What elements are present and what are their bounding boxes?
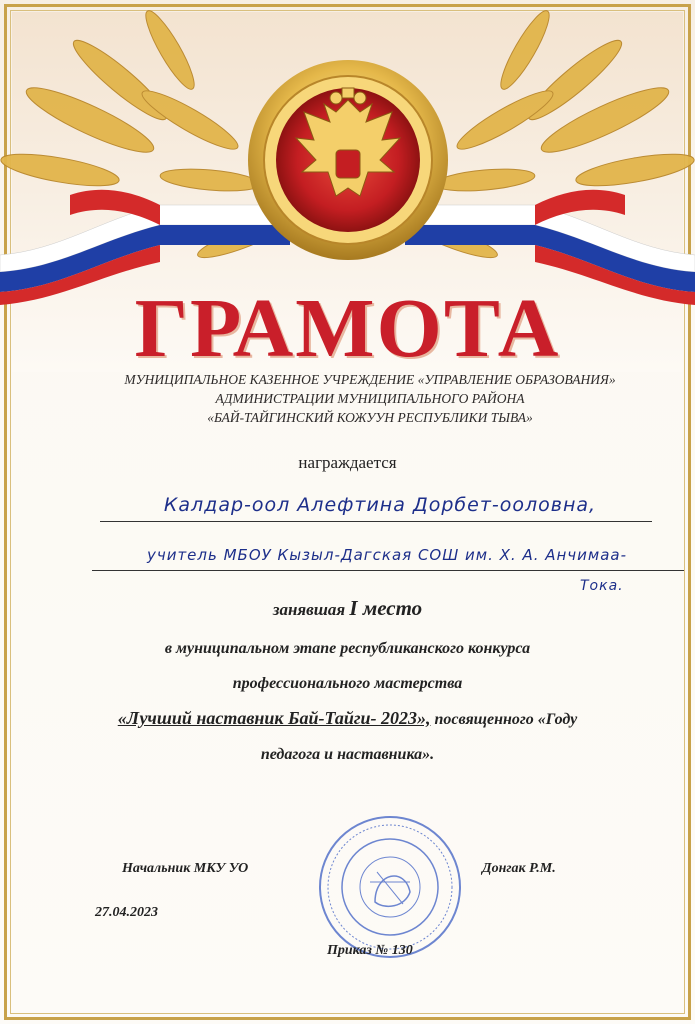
contest-line-1: в муниципальном этапе республиканского конкурса xyxy=(164,640,531,657)
org-line-2: АДМИНИСТРАЦИИ МУНИЦИПАЛЬНОГО РАЙОНА xyxy=(215,391,525,406)
org-line-3: «БАЙ-ТАЙГИНСКИЙ КОЖУУН РЕСПУБЛИКИ ТЫВА» xyxy=(207,410,533,425)
dedication-text: посвященного «Году xyxy=(430,711,578,728)
chief-name: Донгак Р.М. xyxy=(482,861,556,876)
place-line xyxy=(0,596,695,621)
chief-title: Начальник МКУ УО xyxy=(122,861,249,876)
recipient-name: Калдар-оол Алефтина Дорбет-ооловна, xyxy=(163,494,597,516)
order-number: Приказ № 130 xyxy=(327,943,413,958)
contest-line-4: педагога и наставника». xyxy=(260,746,435,763)
place-prefix: занявшая xyxy=(272,600,346,619)
recipient-position: учитель МБОУ Кызыл-Дагская СОШ им. Х. А. Анчимаа- xyxy=(146,546,628,564)
org-line-1: МУНИЦИПАЛЬНОЕ КАЗЕННОЕ УЧРЕЖДЕНИЕ «УПРАВЛЕНИЕ ОБРАЗОВАНИЯ» xyxy=(124,372,616,387)
place-value: I место xyxy=(349,596,423,620)
coat-of-arms-icon xyxy=(248,60,448,260)
issue-date: 27.04.2023 xyxy=(95,905,158,920)
official-stamp-icon xyxy=(315,812,465,962)
contest-line-3 xyxy=(0,708,695,729)
document-title: ГРАМОТА xyxy=(134,282,561,375)
awarded-label: награждается xyxy=(298,453,397,472)
contest-name: «Лучший наставник Бай-Тайги- 2023», xyxy=(117,708,431,728)
recipient-position-cont: Тока. xyxy=(580,578,624,594)
name-underline xyxy=(100,521,652,522)
contest-line-2: профессионального мастерства xyxy=(232,675,463,692)
position-underline xyxy=(92,570,684,571)
